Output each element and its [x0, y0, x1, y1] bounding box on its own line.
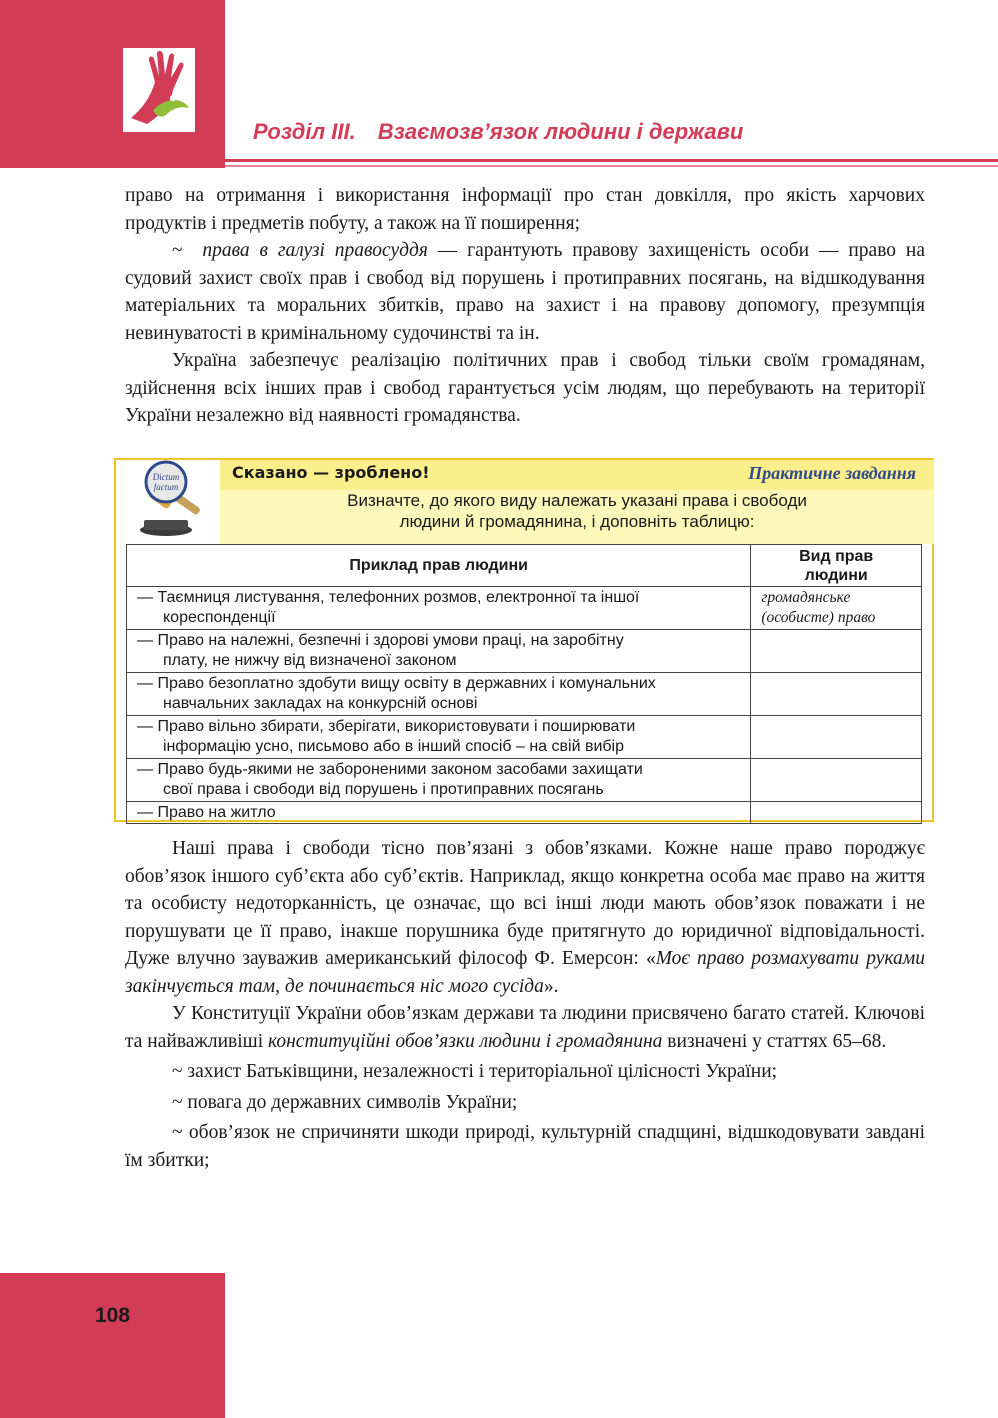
task-header: [220, 460, 934, 544]
term-justice-rights: права в галузі правосуддя: [202, 240, 428, 261]
example-line: — Право будь-якими не забороненими законом засобами захищати: [137, 761, 643, 778]
list-item: ~ захист Батьківщини, незалежності і територіальної цілісності України;: [172, 1061, 778, 1082]
chapter-header: [253, 119, 743, 145]
paragraph-constitution: [125, 1000, 925, 1055]
task-label: Сказано — зроблено!: [232, 463, 430, 482]
task-type: Практичне завдання: [748, 463, 916, 483]
instruction-line: Визначте, до якого виду належать указані права і свободи: [347, 491, 807, 510]
header-line: людини: [804, 566, 868, 584]
paragraph-text: Наші права і свободи тісно пов’язані з обов’язками. Кожне наше право породжує обов’язок іншого суб’єкта або суб’єктів. Наприклад, якщо конкретна особа має право на життя та особисту недоторканність, це означає, що всі інші люди мають обов’язок поважати і не порушувати це її право, інакше порушника буде притягнуто до юридичної відповідальності. Дуже влучно зауважив американський філософ Ф. Емерсон: «: [125, 838, 925, 969]
table-row: [127, 673, 922, 716]
right-kind-cell[interactable]: [751, 587, 922, 630]
task-header-bar: [220, 460, 934, 490]
example-line: інформацію усно, письмово або в інший спосіб – на свій вибір: [163, 738, 624, 755]
header-rule-thin: [225, 165, 998, 167]
factum-text: factum: [153, 482, 179, 492]
column-header-examples: Приклад прав людини: [127, 545, 751, 587]
table-row: [127, 630, 922, 673]
paragraph-text: ».: [543, 975, 559, 997]
right-example: [127, 716, 751, 759]
list-item: ~ повага до державних символів України;: [172, 1091, 518, 1113]
dictum-factum-icon: [122, 460, 214, 544]
table-row: [127, 802, 922, 824]
table-header-row: [127, 545, 922, 587]
section-number: Розділ ІІІ.: [253, 119, 356, 144]
paragraph-text: — гарантують правову захищеність особи — право на судовий захист своїх прав і свобод від порушень і протиправних посягань, на відшкодування матеріальних та моральних збитків, право на захист і на правову допомогу, презумпція невинуватості в кримінальному судочинстві та ін.: [125, 240, 925, 344]
table-row: [127, 587, 922, 630]
paragraph-text: У Конституції України обов’язкам держави та людини присвячено багато статей. Ключові та найважливіші: [125, 1003, 925, 1052]
example-line: — Право на житло: [137, 804, 276, 821]
chapter-title: Взаємозв’язок людини і держави: [377, 119, 744, 144]
example-line: навчальних закладах на конкурсній основі: [163, 695, 478, 712]
task-instruction: [220, 490, 934, 532]
rights-table: [126, 544, 922, 824]
instruction-line: людини й громадянина, і доповніть таблицю:: [399, 512, 755, 531]
right-kind-cell[interactable]: [751, 759, 922, 802]
example-line: — Таємниця листування, телефонних розмов, електронної та іншої: [137, 589, 640, 606]
right-kind-cell[interactable]: [751, 673, 922, 716]
right-example: [127, 759, 751, 802]
table-row: [127, 759, 922, 802]
paragraph-emerson: [125, 835, 925, 1000]
paragraph-text: визначені у статтях 65–68.: [662, 1030, 887, 1052]
example-line: — Право вільно збирати, зберігати, використовувати і поширювати: [137, 718, 636, 735]
header-rule: [225, 159, 998, 162]
footer-color-block: [0, 1273, 225, 1418]
page-number: 108: [94, 1304, 131, 1327]
right-kind-cell[interactable]: [751, 802, 922, 824]
example-line: — Право на належні, безпечні і здорові умови праці, на заробітну: [137, 632, 624, 649]
hand-bird-logo: [123, 48, 195, 132]
right-example: [127, 587, 751, 630]
term-constitutional-duties: конституційні обов’язки людини і громадянина: [268, 1030, 663, 1052]
practical-task-box: [114, 458, 934, 822]
right-example: [127, 673, 751, 716]
dictum-text: Dictum: [152, 472, 180, 482]
example-line: — Право безоплатно здобути вищу освіту в державних і комунальних: [137, 675, 656, 692]
right-kind-cell[interactable]: [751, 630, 922, 673]
example-line: свої права і свободи від порушень і протиправних посягань: [163, 781, 604, 798]
list-item: ~ обов’язок не спричиняти шкоди природі, культурній спадщині, відшкодовувати завдані їм збитки;: [125, 1122, 925, 1171]
right-kind-cell[interactable]: [751, 716, 922, 759]
example-line: кореспонденції: [163, 609, 276, 626]
example-line: плату, не нижчу від визначеної законом: [163, 652, 457, 669]
kind-line: (особисте) право: [761, 609, 876, 626]
header-line: Вид прав: [799, 547, 874, 565]
table-row: [127, 716, 922, 759]
emerson-quote: Моє право розмахувати руками закінчується там, де починається ніс мого сусіда: [125, 948, 925, 997]
right-example: [127, 802, 751, 824]
paragraph: право на отримання і використання інформації про стан довкілля, про якість харчових продуктів і предметів побуту, а також на її поширення;: [125, 185, 925, 234]
body-text-top: [125, 182, 925, 430]
right-example: [127, 630, 751, 673]
column-header-kind: [751, 545, 922, 587]
paragraph-justice-rights: [125, 237, 925, 347]
bullet-tilde: ~: [172, 240, 183, 261]
body-text-bottom: [125, 835, 925, 1174]
kind-line: громадянське: [761, 589, 851, 606]
paragraph: Україна забезпечує реалізацію політичних прав і свобод тільки своїм громадянам, здійснення всіх інших прав і свобод гарантується усім людям, що перебувають на території України незалежно від наявності громадянства.: [125, 350, 925, 426]
